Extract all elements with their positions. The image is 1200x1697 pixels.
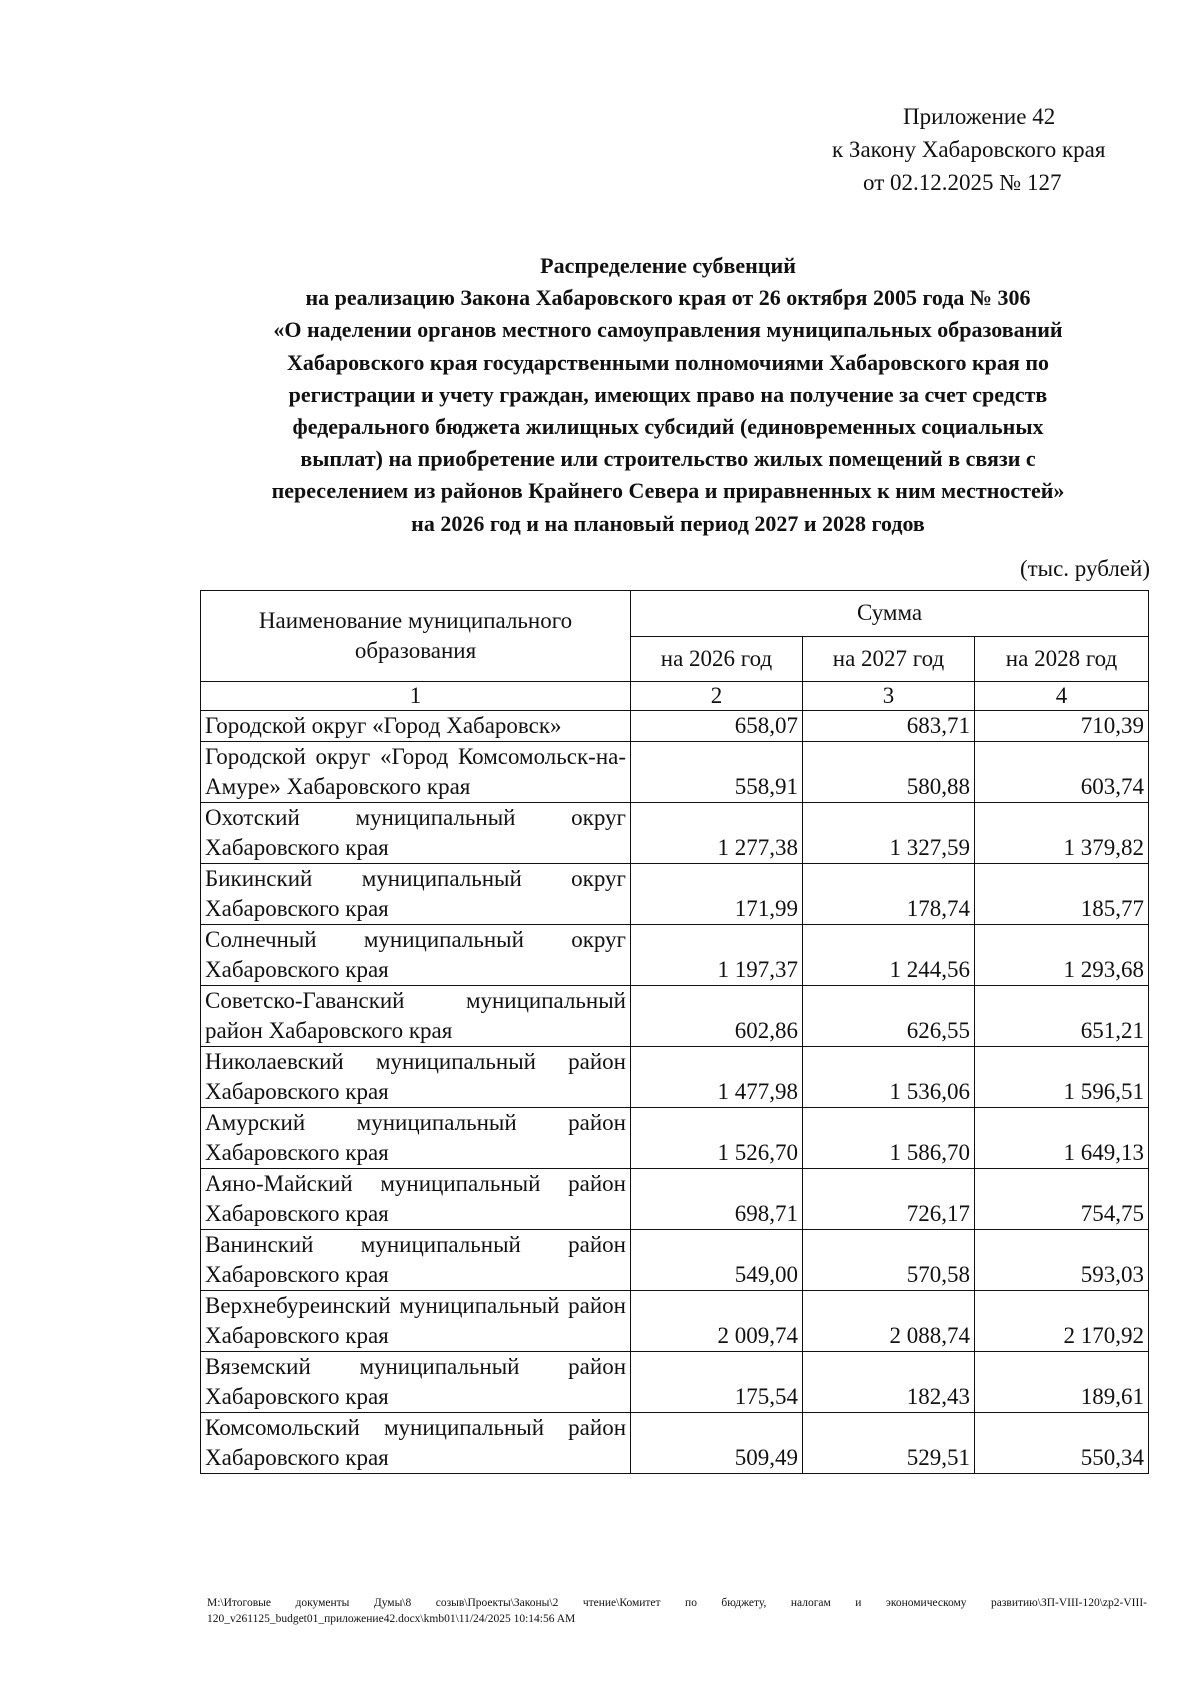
municipality-name: Советско-Гаванский муниципальный район Хабаровского края bbox=[201, 986, 631, 1047]
appendix-number: Приложение 42 bbox=[903, 104, 1056, 129]
header-year-2027: на 2027 год bbox=[803, 636, 975, 682]
amount-2026: 2 009,74 bbox=[631, 1291, 803, 1352]
document-title bbox=[188, 250, 1148, 540]
amount-2027: 626,55 bbox=[803, 986, 975, 1047]
header-year-2026: на 2026 год bbox=[631, 636, 803, 682]
amount-2028: 651,21 bbox=[975, 986, 1149, 1047]
appendix-law-ref: к Закону Хабаровского края bbox=[832, 137, 1106, 162]
title-line: на реализацию Закона Хабаровского края от 26 октября 2005 года № 306 bbox=[305, 285, 1031, 311]
amount-2026: 1 477,98 bbox=[631, 1047, 803, 1108]
amount-2028: 754,75 bbox=[975, 1169, 1149, 1230]
amount-2026: 509,49 bbox=[631, 1413, 803, 1474]
table-row bbox=[201, 986, 1149, 1047]
column-number: 3 bbox=[803, 682, 975, 711]
amount-2028: 1 596,51 bbox=[975, 1047, 1149, 1108]
amount-2027: 683,71 bbox=[803, 711, 975, 742]
municipality-name: Аяно-Майский муниципальный район Хабаровского края bbox=[201, 1169, 631, 1230]
amount-2027: 529,51 bbox=[803, 1413, 975, 1474]
amount-2026: 1 526,70 bbox=[631, 1108, 803, 1169]
amount-2026: 658,07 bbox=[631, 711, 803, 742]
table-row bbox=[201, 1108, 1149, 1169]
amount-2027: 580,88 bbox=[803, 742, 975, 803]
amount-2028: 2 170,92 bbox=[975, 1291, 1149, 1352]
amount-2026: 698,71 bbox=[631, 1169, 803, 1230]
column-number-row bbox=[201, 682, 1149, 711]
amount-2027: 1 244,56 bbox=[803, 925, 975, 986]
municipality-name: Вяземский муниципальный район Хабаровского края bbox=[201, 1352, 631, 1413]
municipality-name: Городской округ «Город Комсомольск-на-Амуре» Хабаровского края bbox=[201, 742, 631, 803]
title-line: Хабаровского края государственными полномочиями Хабаровского края по bbox=[287, 349, 1049, 375]
amount-2028: 189,61 bbox=[975, 1352, 1149, 1413]
amount-2028: 593,03 bbox=[975, 1230, 1149, 1291]
table-row bbox=[201, 711, 1149, 742]
amount-2026: 175,54 bbox=[631, 1352, 803, 1413]
title-line: на 2026 год и на плановый период 2027 и 2028 годов bbox=[411, 510, 925, 536]
column-number: 2 bbox=[631, 682, 803, 711]
table-row bbox=[201, 1413, 1149, 1474]
amount-2027: 2 088,74 bbox=[803, 1291, 975, 1352]
title-line: Распределение субвенций bbox=[540, 253, 796, 278]
municipality-name: Солнечный муниципальный округ Хабаровского края bbox=[201, 925, 631, 986]
amount-2028: 185,77 bbox=[975, 864, 1149, 925]
amount-2026: 549,00 bbox=[631, 1230, 803, 1291]
municipality-name: Охотский муниципальный округ Хабаровского края bbox=[201, 803, 631, 864]
title-line: «О наделении органов местного самоуправления муниципальных образований bbox=[273, 317, 1063, 343]
file-path-footer: M:\Итоговые документы Думы\8 созыв\Проекты\Законы\2 чтение\Комитет по бюджету, налогам и экономическому развитию\ЗП-VIII-120\zp2-VIII-120_v261125_budget01_приложение42.docx\kmb01\11/24/2025 10:14:56 AM bbox=[207, 1597, 1147, 1625]
municipality-name: Верхнебуреинский муниципальный район Хабаровского края bbox=[201, 1291, 631, 1352]
table-row bbox=[201, 864, 1149, 925]
header-year-2028: на 2028 год bbox=[975, 636, 1149, 682]
table-row bbox=[201, 1169, 1149, 1230]
title-line: выплат) на приобретение или строительство жилых помещений в связи с bbox=[300, 446, 1036, 472]
municipality-name: Городской округ «Город Хабаровск» bbox=[201, 711, 631, 742]
amount-2026: 171,99 bbox=[631, 864, 803, 925]
amount-2028: 1 649,13 bbox=[975, 1108, 1149, 1169]
amount-2027: 726,17 bbox=[803, 1169, 975, 1230]
amount-2026: 602,86 bbox=[631, 986, 803, 1047]
title-line: федерального бюджета жилищных субсидий (единовременных социальных bbox=[292, 414, 1044, 440]
amount-2028: 550,34 bbox=[975, 1413, 1149, 1474]
amount-2026: 1 277,38 bbox=[631, 803, 803, 864]
municipality-name: Комсомольский муниципальный район Хабаровского края bbox=[201, 1413, 631, 1474]
amount-2027: 1 586,70 bbox=[803, 1108, 975, 1169]
table-row bbox=[201, 803, 1149, 864]
table-row bbox=[201, 1047, 1149, 1108]
amount-2027: 570,58 bbox=[803, 1230, 975, 1291]
municipality-name: Амурский муниципальный район Хабаровского края bbox=[201, 1108, 631, 1169]
amount-2028: 1 379,82 bbox=[975, 803, 1149, 864]
amount-2027: 178,74 bbox=[803, 864, 975, 925]
municipality-name: Бикинский муниципальный округ Хабаровского края bbox=[201, 864, 631, 925]
amount-2028: 603,74 bbox=[975, 742, 1149, 803]
column-number: 1 bbox=[201, 682, 631, 711]
table-row bbox=[201, 1291, 1149, 1352]
amount-2026: 558,91 bbox=[631, 742, 803, 803]
table-row bbox=[201, 925, 1149, 986]
appendix-header bbox=[800, 100, 1180, 199]
table-row bbox=[201, 1230, 1149, 1291]
amount-2027: 1 536,06 bbox=[803, 1047, 975, 1108]
amount-2026: 1 197,37 bbox=[631, 925, 803, 986]
table-row bbox=[201, 1352, 1149, 1413]
title-line: регистрации и учету граждан, имеющих право на получение за счет средств bbox=[288, 381, 1048, 407]
appendix-date: от 02.12.2025 № 127 bbox=[863, 170, 1062, 195]
municipality-name: Ванинский муниципальный район Хабаровского края bbox=[201, 1230, 631, 1291]
header-sum: Сумма bbox=[631, 591, 1149, 637]
title-line: переселением из районов Крайнего Севера и приравненных к ним местностей» bbox=[271, 478, 1065, 504]
table-row bbox=[201, 742, 1149, 803]
units-label: (тыс. рублей) bbox=[1019, 556, 1150, 581]
municipality-name: Николаевский муниципальный район Хабаровского края bbox=[201, 1047, 631, 1108]
column-number: 4 bbox=[975, 682, 1149, 711]
amount-2028: 1 293,68 bbox=[975, 925, 1149, 986]
header-municipality: Наименование муниципального образования bbox=[201, 591, 631, 682]
subvention-table bbox=[200, 590, 1149, 1474]
amount-2027: 182,43 bbox=[803, 1352, 975, 1413]
amount-2027: 1 327,59 bbox=[803, 803, 975, 864]
amount-2028: 710,39 bbox=[975, 711, 1149, 742]
